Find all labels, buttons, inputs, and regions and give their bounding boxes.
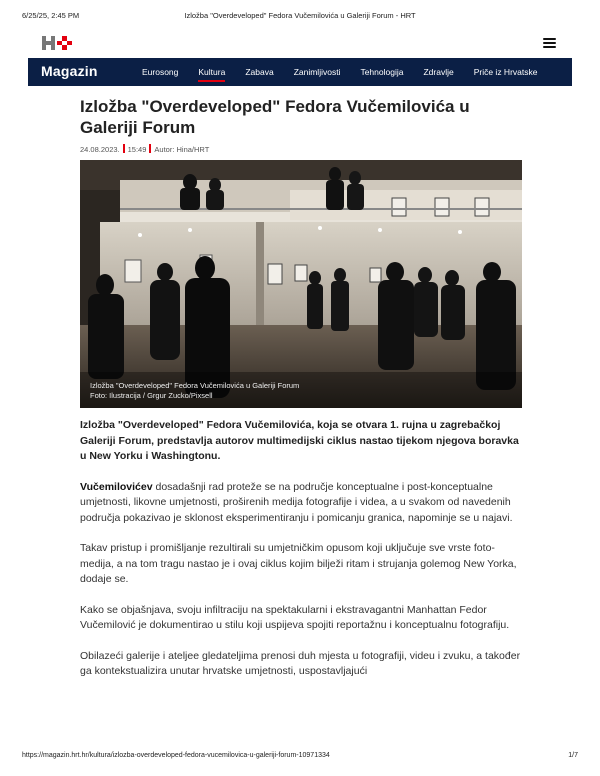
article-paragraph-4: Obilazeći galerije i ateljee gledateljima prenosi duh mjesta u fotografiji, videu i zvuku, a također ga kontekstualizira unutar hrvatske umjetnosti, uspostavljajući	[80, 649, 521, 677]
main-navbar	[28, 58, 572, 86]
article-paragraph-2: Takav pristup i promišljanje rezultirali su umjetničkim opusom koji uključuje sve vrste foto- medija, a na tom tragu nastao je i ovaj ciklus kojim bilježi ritam i strujanja golemog New Yorka, dodaje se.	[80, 542, 517, 585]
image-caption-credit: Foto: Ilustracija / Grgur Zucko/Pixsell	[90, 391, 213, 400]
nav-item-tehnologija[interactable]: Tehnologija	[360, 67, 404, 77]
article-lead	[80, 418, 522, 465]
paragraph-1-name: Vučemilovićev	[80, 480, 153, 493]
lead-text-post: , koja se otvara 1. rujna u zagrebačkoj Galeriji Forum, predstavlja autorov multimedijski ciklus nastao tijekom njegova boravka u New Yorku i Washingtonu.	[80, 419, 519, 462]
image-caption-title: Izložba "Overdeveloped" Fedora Vučemilovića u Galeriji Forum	[90, 381, 300, 390]
meta-separator	[123, 144, 125, 153]
article-time: 15:49	[127, 145, 147, 154]
paragraph-1-text: dosadašnji rad proteže se na područje konceptualne i post-konceptualne umjetnosti, likovne umjetnosti, proširenih medija fotografije i videa, a u svakom od navedenih područja pokazivao je sklonost eksperimentiranju i pomicanju granica, napominje se u najavi.	[80, 480, 513, 524]
article-meta	[80, 144, 522, 155]
hamburger-menu-icon[interactable]	[543, 38, 556, 48]
nav-item-zanimljivosti[interactable]: Zanimljivosti	[293, 67, 341, 77]
gallery-photo-illustration	[80, 160, 522, 408]
site-header	[28, 30, 572, 56]
nav-item-eurosong[interactable]: Eurosong	[142, 67, 179, 77]
nav-item-price-iz-hrvatske[interactable]: Priče iz Hrvatske	[473, 67, 538, 77]
article-paragraph-1	[80, 480, 522, 527]
print-datetime: 6/25/25, 2:45 PM	[22, 11, 80, 20]
article-author: Autor: Hina/HRT	[154, 145, 210, 154]
print-footer	[0, 752, 600, 766]
print-url: https://magazin.hrt.hr/kultura/izlozba-overdeveloped-fedora-vucemilovica-u-galeriji-forum-10971334	[22, 752, 330, 759]
meta-separator	[149, 144, 151, 153]
article-date: 24.08.2023.	[80, 145, 120, 154]
print-page-number: 1/7	[568, 752, 578, 759]
article	[80, 96, 522, 690]
print-title: Izložba "Overdeveloped" Fedora Vučemilovića u Galeriji Forum - HRT	[184, 11, 416, 20]
nav-item-kultura[interactable]: Kultura	[198, 67, 226, 77]
nav-item-zabava[interactable]: Zabava	[245, 67, 274, 77]
nav-brand-magazin[interactable]: Magazin	[41, 63, 98, 79]
article-image[interactable]	[80, 160, 522, 408]
image-caption	[90, 381, 299, 401]
nav-items	[142, 67, 557, 79]
lead-artist-name: Fedora Vučemilovića	[206, 419, 312, 431]
lead-text-pre: Izložba "Overdeveloped"	[80, 419, 207, 431]
nav-item-zdravlje[interactable]: Zdravlje	[423, 67, 454, 77]
article-paragraph-3: Kako se objašnjava, svoju infiltraciju na spektakularni i ekstravagantni Manhattan Fedor Vučemilović je dokumentirao u stilu koji uspijeva spojiti reportažnu i konceptualnu fotografiju.	[80, 603, 510, 631]
print-header	[0, 0, 600, 22]
hrt-logo-icon[interactable]	[42, 34, 74, 52]
article-title: Izložba "Overdeveloped" Fedora Vučemilovića u Galeriji Forum	[80, 97, 470, 137]
